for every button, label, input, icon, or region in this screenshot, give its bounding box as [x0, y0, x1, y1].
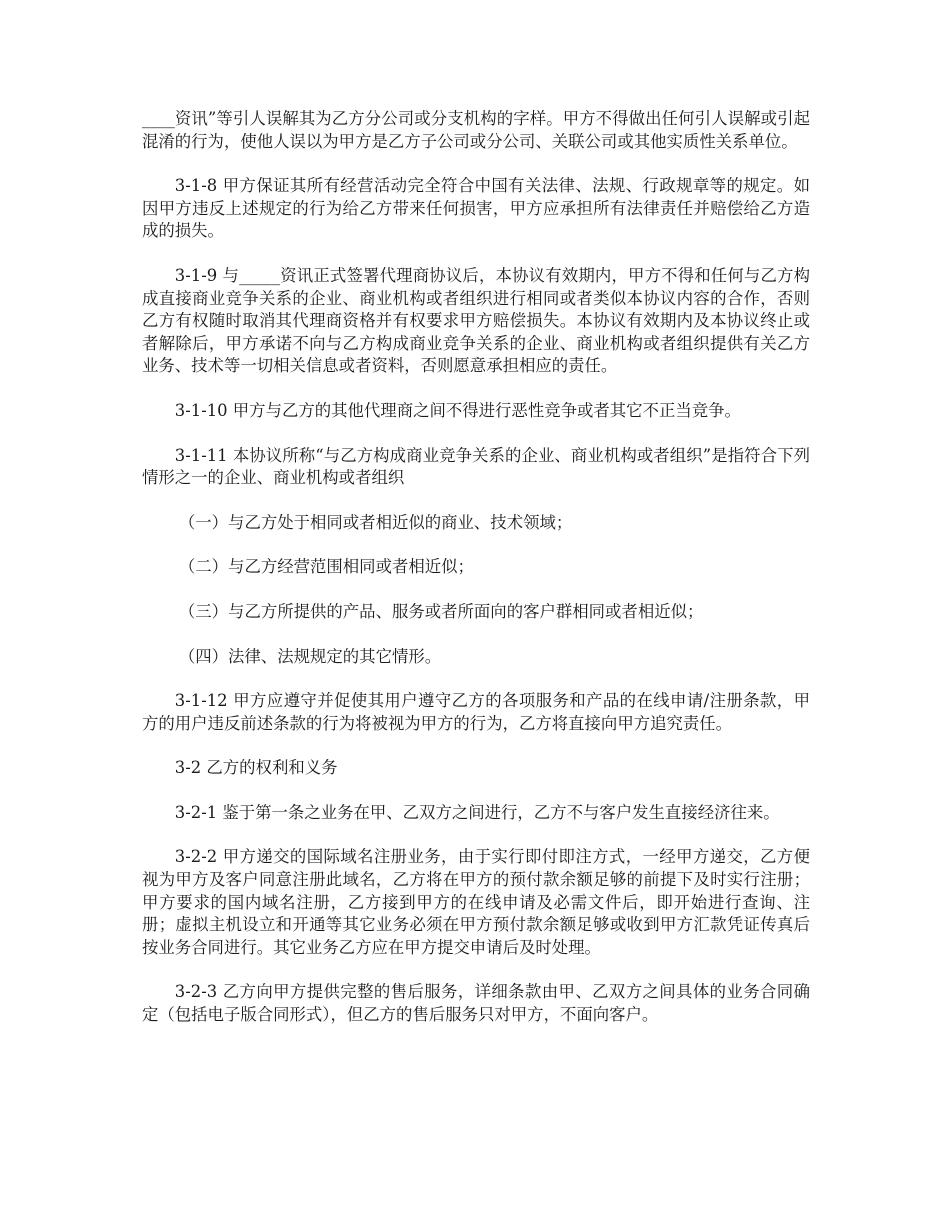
list-item-4: （四）法律、法规规定的其它情形。	[178, 646, 442, 666]
section-heading-3-2: 3-2 乙方的权利和义务	[174, 758, 338, 778]
clause-3-1-10: 3-1-10 甲方与乙方的其他代理商之间不得进行恶性竞争或者其它不正当竞争。	[174, 400, 741, 420]
paragraph-continuation: ____资讯”等引人误解其为乙方分公司或分支机构的字样。甲方不得做出任何引人误解或引起混淆的行为，使他人误以为甲方是乙方子公司或分公司、关联公司或其他实质性关系单位。	[142, 109, 810, 151]
clause-3-1-9: 3-1-9 与_____资讯正式签署代理商协议后，本协议有效期内，甲方不得和任何与乙方构成直接商业竞争关系的企业、商业机构或者组织进行相同或者类似本协议内容的合作，否则乙方有权随时取消其代理商资格并有权要求甲方赔偿损失。本协议有效期内及本协议终止或者解除后，甲方承诺不向与乙方构成商业竞争关系的企业、商业机构或者组织提供有关乙方业务、技术等一切相关信息或者资料，否则愿意承担相应的责任。	[142, 265, 810, 376]
document-body	[142, 108, 810, 1027]
clause-3-1-11: 3-1-11 本协议所称“与乙方构成商业竞争关系的企业、商业机构或者组织”是指符合下列情形之一的企业、商业机构或者组织	[142, 445, 810, 488]
list-item-2: （二）与乙方经营范围相同或者相近似；	[178, 557, 474, 577]
clause-3-2-3: 3-2-3 乙方向甲方提供完整的售后服务，详细条款由甲、乙双方之间具体的业务合同确定（包括电子版合同形式），但乙方的售后服务只对甲方，不面向客户。	[142, 982, 810, 1025]
clause-3-2-1: 3-2-1 鉴于第一条之业务在甲、乙双方之间进行，乙方不与客户发生直接经济往来。	[174, 802, 780, 822]
clause-3-1-8: 3-1-8 甲方保证其所有经营活动完全符合中国有关法律、法规、行政规章等的规定。如因甲方违反上述规定的行为给乙方带来任何损害，甲方应承担所有法律责任并赔偿给乙方造成的损失。	[142, 176, 810, 241]
list-item-3: （三）与乙方所提供的产品、服务或者所面向的客户群相同或者相近似；	[178, 601, 704, 621]
clause-3-2-2: 3-2-2 甲方递交的国际域名注册业务，由于实行即付即注方式，一经甲方递交，乙方便视为甲方及客户同意注册此域名，乙方将在甲方的预付款余额足够的前提下及时实行注册；甲方要求的国内域名注册，乙方接到甲方的在线申请及必需文件后，即开始进行查询、注册；虚拟主机设立和开通等其它业务必须在甲方预付款余额足够或收到甲方汇款凭证传真后按业务合同进行。其它业务乙方应在甲方提交申请后及时处理。	[142, 847, 810, 957]
clause-3-1-12: 3-1-12 甲方应遵守并促使其用户遵守乙方的各项服务和产品的在线申请/注册条款，甲方的用户违反前述条款的行为将被视为甲方的行为，乙方将直接向甲方追究责任。	[142, 691, 810, 733]
list-item-1: （一）与乙方处于相同或者相近似的商业、技术领域；	[178, 512, 573, 532]
